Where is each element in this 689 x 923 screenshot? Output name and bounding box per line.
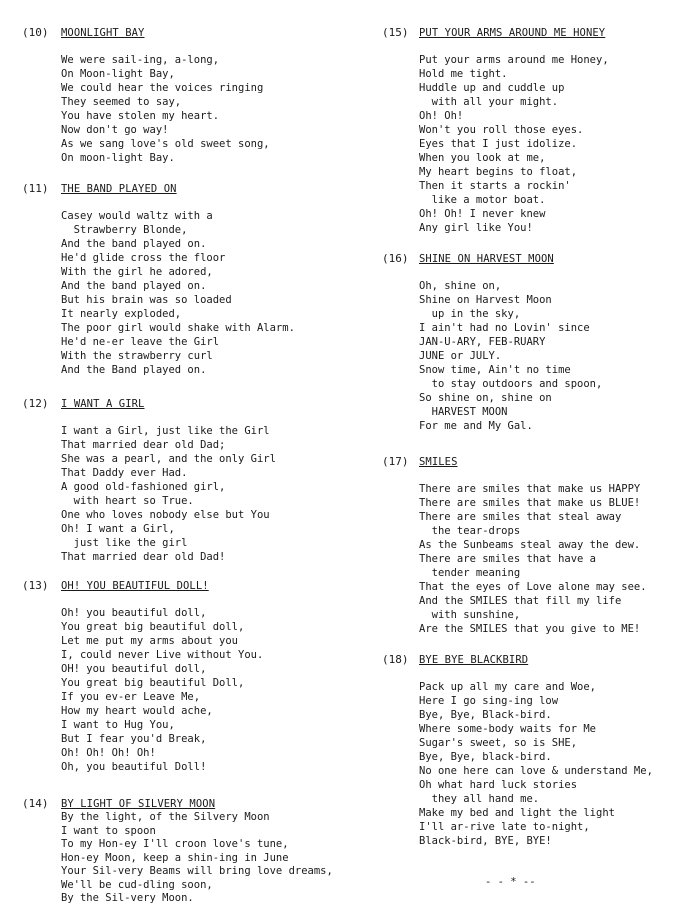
lyric-line: You great big beautiful doll, [61, 621, 245, 633]
lyric-line: We could hear the voices ringing [61, 82, 264, 94]
lyric-line: OH! you beautiful doll, [61, 663, 207, 675]
song-title: SHINE ON HARVEST MOON [419, 253, 554, 265]
lyric-line: with sunshine, [419, 609, 521, 621]
song-heading [22, 182, 295, 196]
lyric-line: Here I go sing-ing low [419, 695, 559, 707]
lyric-line: I want a Girl, just like the Girl [61, 425, 270, 437]
song-lyrics [61, 424, 276, 564]
lyric-line: One who loves nobody else but You [61, 509, 270, 521]
lyric-line: There are smiles that make us HAPPY [419, 483, 641, 495]
lyric-line: By the light, of the Silvery Moon [61, 811, 270, 823]
lyric-line: Oh what hard luck stories [419, 779, 578, 791]
lyric-line: Hold me tight. [419, 68, 508, 80]
lyric-line: There are smiles that make us BLUE! [419, 497, 641, 509]
song-heading [22, 579, 263, 593]
lyric-line: I want to spoon [61, 824, 156, 837]
lyric-line: Shine on Harvest Moon [419, 294, 552, 306]
lyric-line: Oh, shine on, [419, 280, 502, 292]
song-heading [382, 252, 602, 266]
lyric-line: Make my bed and light the light [419, 807, 615, 819]
lyric-line: How my heart would ache, [61, 705, 213, 717]
song-number: (17) [382, 455, 409, 468]
lyric-line: Eyes that I just idolize. [419, 138, 578, 150]
lyric-line: On Moon-light Bay, [61, 68, 175, 80]
lyric-line: There are smiles that steal away [419, 511, 622, 523]
lyric-line: They seemed to say, [61, 96, 182, 108]
lyric-line: Black-bird, BYE, BYE! [419, 835, 552, 847]
lyric-line: Hon-ey Moon, keep a shin-ing in June [61, 851, 289, 864]
lyric-line: Casey would waltz with a [61, 210, 213, 222]
lyric-line: Huddle up and cuddle up [419, 82, 565, 94]
lyric-line: the tear-drops [419, 525, 521, 537]
song-number: (11) [22, 182, 49, 195]
lyric-line: Now don't go way! [61, 124, 169, 136]
lyric-line: Oh! Oh! I never knew [419, 208, 546, 220]
song-12 [22, 397, 276, 564]
song-heading [382, 26, 609, 40]
lyric-line: He'd ne-er leave the Girl [61, 336, 220, 348]
lyric-line: JUNE or JULY. [419, 350, 502, 362]
lyric-line: Oh, you beautiful Doll! [61, 761, 207, 773]
song-lyrics [61, 811, 333, 906]
song-lyrics [61, 606, 263, 774]
lyric-line: To my Hon-ey I'll croon love's tune, [61, 838, 289, 850]
lyric-line: Sugar's sweet, so is SHE, [419, 737, 578, 749]
song-number: (13) [22, 579, 49, 592]
lyric-line: Won't you roll those eyes. [419, 124, 584, 136]
lyric-line: She was a pearl, and the only Girl [61, 453, 276, 465]
lyric-line: Oh! Oh! Oh! Oh! [61, 747, 156, 759]
song-lyrics [419, 53, 609, 235]
lyric-line: Where some-body waits for Me [419, 723, 597, 735]
song-title: PUT YOUR ARMS AROUND ME HONEY [419, 27, 606, 39]
lyric-line: That married dear old Dad; [61, 439, 226, 451]
lyric-line: There are smiles that have a [419, 553, 597, 565]
song-heading [382, 653, 653, 667]
lyric-line: And the band played on. [61, 238, 207, 250]
song-number: (15) [382, 26, 409, 39]
lyric-line: I'll ar-rive late to-night, [419, 821, 590, 833]
song-13 [22, 579, 263, 774]
lyric-line: No one here can love & understand Me, [419, 765, 653, 777]
lyric-line: Snow time, Ain't no time [419, 364, 571, 376]
song-heading [22, 26, 270, 40]
song-heading [22, 797, 333, 811]
lyric-line: You have stolen my heart. [61, 110, 220, 122]
lyric-line: like a motor boat. [419, 194, 546, 206]
lyric-line: That the eyes of Love alone may see. [419, 581, 647, 593]
lyric-line: Oh! you beautiful doll, [61, 607, 207, 619]
song-title: OH! YOU BEAUTIFUL DOLL! [61, 580, 209, 592]
lyric-line: to stay outdoors and spoon, [419, 378, 603, 390]
lyric-line: We were sail-ing, a-long, [61, 54, 220, 66]
lyric-line: But I fear you'd Break, [61, 733, 207, 745]
song-lyrics [419, 482, 647, 636]
lyric-line: But his brain was so loaded [61, 294, 232, 306]
lyric-line: The poor girl would shake with Alarm. [61, 322, 295, 334]
lyric-line: It nearly exploded, [61, 308, 182, 320]
lyric-line: Bye, Bye, black-bird. [419, 751, 552, 763]
lyric-line: As the Sunbeams steal away the dew. [419, 539, 641, 551]
lyric-line: Put your arms around me Honey, [419, 54, 609, 66]
song-18 [382, 653, 653, 848]
lyric-line: they all hand me. [419, 793, 540, 805]
lyric-line: And the band played on. [61, 280, 207, 292]
song-number: (16) [382, 252, 409, 265]
song-title: BYE BYE BLACKBIRD [419, 654, 529, 666]
lyric-line: So shine on, shine on [419, 392, 552, 404]
lyric-line: up in the sky, [419, 308, 521, 320]
lyric-line: Pack up all my care and Woe, [419, 681, 597, 693]
page-footer-ornament: - - * -- [485, 876, 536, 888]
lyric-line: HARVEST MOON [419, 406, 508, 418]
lyric-line: By the Sil-very Moon. [61, 892, 194, 904]
lyric-line: Bye, Bye, Black-bird. [419, 709, 552, 721]
lyric-line: I want to Hug You, [61, 719, 175, 731]
song-number: (14) [22, 797, 49, 810]
song-lyrics [419, 279, 602, 433]
song-title: SMILES [419, 456, 458, 468]
lyric-line: Strawberry Blonde, [61, 224, 188, 236]
lyric-line: That married dear old Dad! [61, 551, 226, 563]
song-lyrics [61, 209, 295, 377]
lyric-line: We'll be cud-dling soon, [61, 878, 213, 891]
lyric-line: If you ev-er Leave Me, [61, 691, 201, 703]
lyric-line: Oh! I want a Girl, [61, 523, 175, 535]
lyric-line: I ain't had no Lovin' since [419, 322, 590, 334]
song-lyrics [419, 680, 653, 848]
song-14 [22, 797, 333, 906]
lyric-line: with heart so True. [61, 495, 194, 507]
lyric-line: Oh! Oh! [419, 110, 464, 122]
lyric-line: Your Sil-very Beams will bring love dreams, [61, 865, 333, 877]
lyric-line: And the Band played on. [61, 364, 207, 376]
song-title: MOONLIGHT BAY [61, 27, 145, 39]
lyric-line: Then it starts a rockin' [419, 180, 571, 192]
song-title: THE BAND PLAYED ON [61, 183, 177, 195]
lyric-line: And the SMILES that fill my life [419, 595, 622, 607]
lyric-line: When you look at me, [419, 152, 546, 164]
lyric-line: Any girl like You! [419, 222, 533, 234]
lyric-line: You great big beautiful Doll, [61, 677, 245, 689]
lyric-line: My heart begins to float, [419, 166, 578, 178]
lyric-line: tender meaning [419, 567, 521, 579]
lyric-line: Let me put my arms about you [61, 635, 239, 647]
lyric-line: A good old-fashioned girl, [61, 481, 226, 493]
song-10 [22, 26, 270, 165]
lyric-line: just like the girl [61, 537, 188, 549]
song-11 [22, 182, 295, 377]
song-17 [382, 455, 647, 636]
lyric-line: JAN-U-ARY, FEB-RUARY [419, 336, 546, 348]
song-title: I WANT A GIRL [61, 398, 145, 410]
lyric-line: He'd glide cross the floor [61, 252, 226, 264]
song-15 [382, 26, 609, 235]
song-number: (18) [382, 653, 409, 666]
lyric-line: With the girl he adored, [61, 266, 213, 278]
song-number: (12) [22, 397, 49, 410]
song-number: (10) [22, 26, 49, 39]
lyric-line: I, could never Live without You. [61, 649, 264, 661]
song-heading [382, 455, 647, 469]
song-title: BY LIGHT OF SILVERY MOON [61, 798, 216, 810]
song-16 [382, 252, 602, 433]
lyric-line: On moon-light Bay. [61, 152, 175, 164]
lyric-line: With the strawberry curl [61, 350, 213, 362]
song-lyrics [61, 53, 270, 165]
lyric-line: For me and My Gal. [419, 420, 533, 432]
lyric-line: Are the SMILES that you give to ME! [419, 623, 641, 635]
lyric-line: with all your might. [419, 96, 559, 108]
song-heading [22, 397, 276, 411]
lyric-line: That Daddy ever Had. [61, 467, 188, 479]
lyric-line: As we sang love's old sweet song, [61, 138, 270, 150]
